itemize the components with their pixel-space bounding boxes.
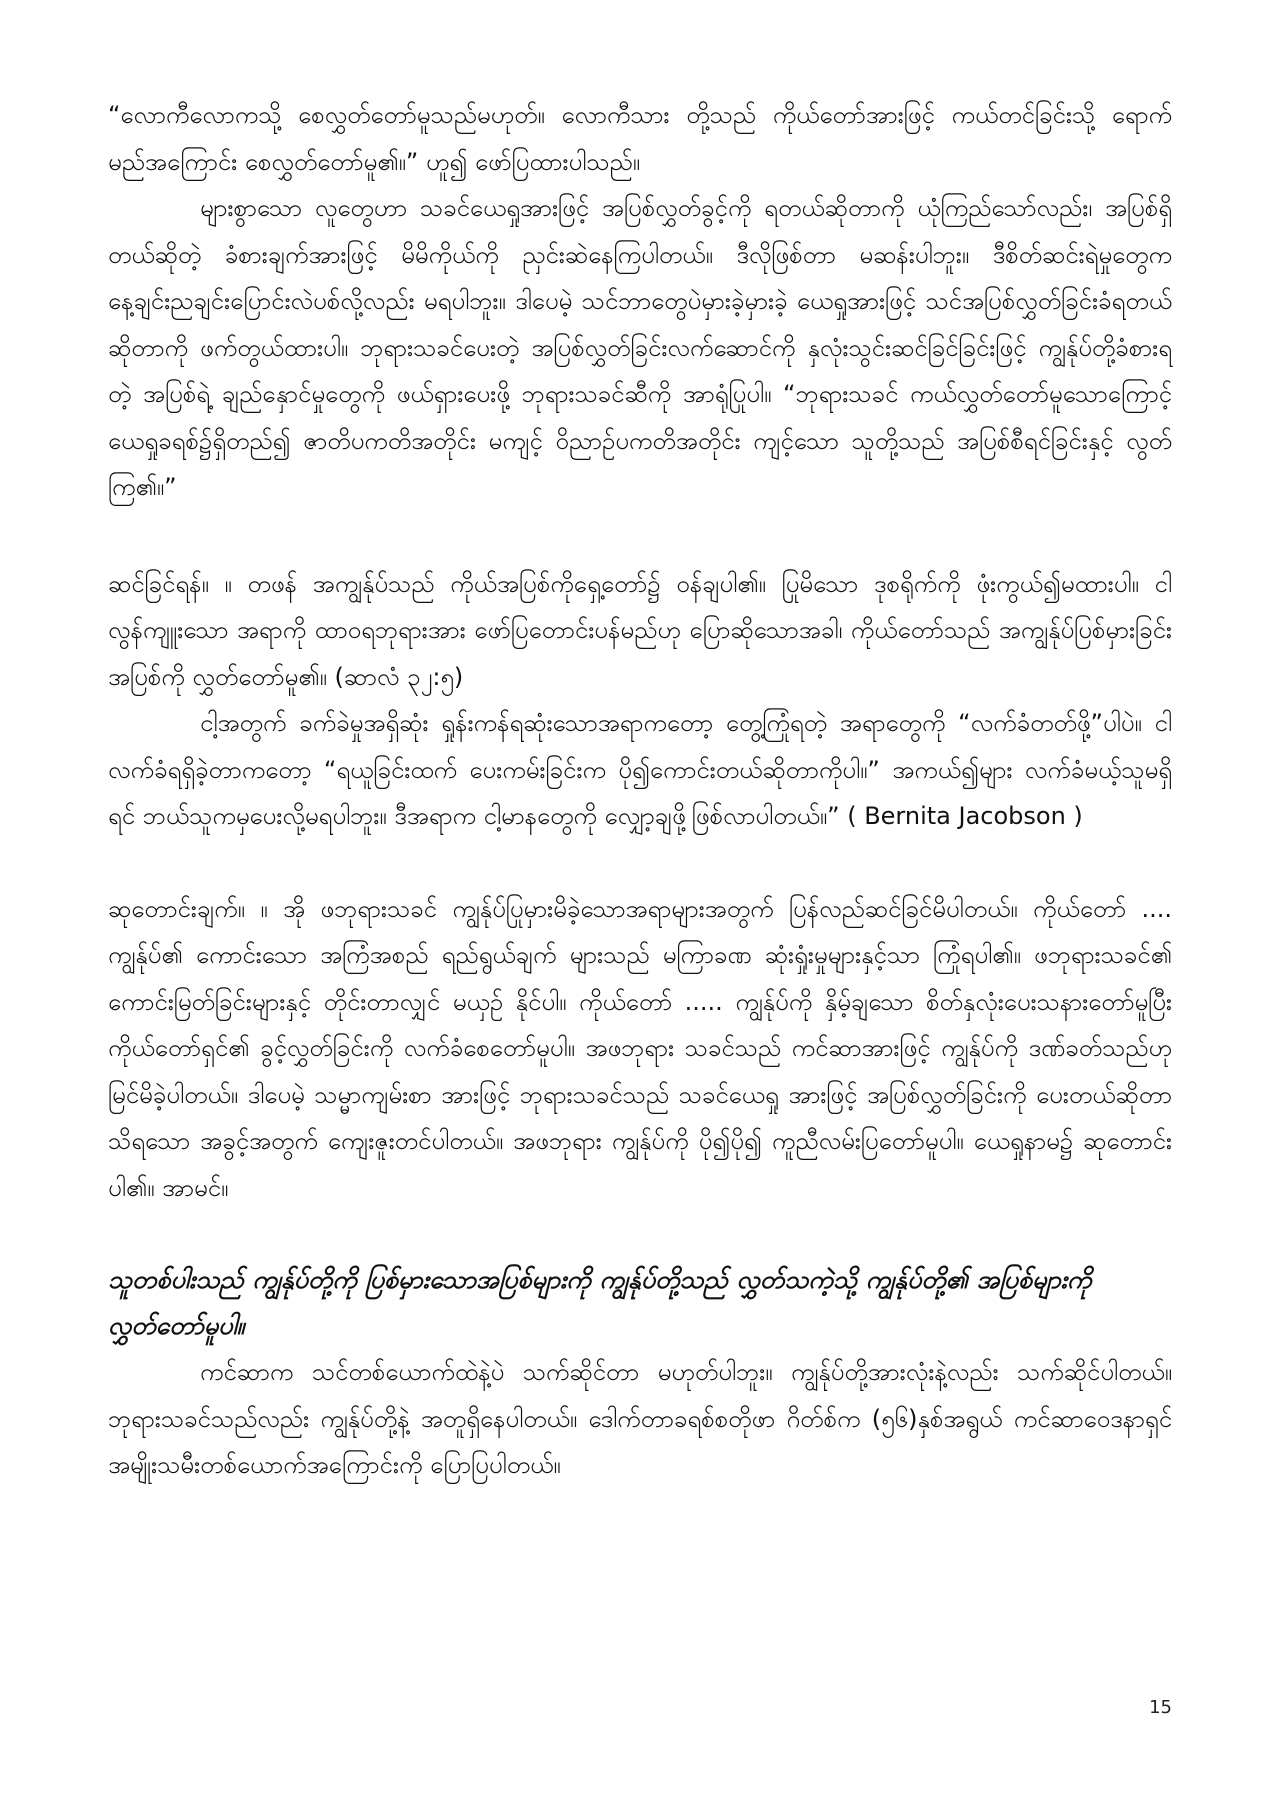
page-number: 15: [1149, 1697, 1172, 1718]
paragraph-forgiveness-reflection: များစွာသော လူတွေဟာ သခင်ယေရှုအားဖြင့် အပြစ်လွှတ်ခွင့်ကို ရတယ်ဆိုတာကို ယုံကြည်သော်လည်း၊ အပြစ်ရှိတယ်ဆိုတဲ့ ခံစားချက်အားဖြင့် မိမိကိုယ်ကို ညှင်းဆဲနေကြပါတယ်။ ဒီလိုဖြစ်တာ မဆန်းပါဘူး။ ဒီစိတ်ဆင်းရဲမှုတွေက နေ့ချင်းညချင်းပြောင်းလဲပစ်လို့လည်း မရပါဘူး။ ဒါပေမဲ့ သင်ဘာတွေပဲမှားခဲ့မှားခဲ့ ယေရှုအားဖြင့် သင်အပြစ်လွှတ်ခြင်းခံရတယ်ဆိုတာကို ဖက်တွယ်ထားပါ။ ဘုရားသခင်ပေးတဲ့ အပြစ်လွှတ်ခြင်းလက်ဆောင်ကို နှလုံးသွင်းဆင်ခြင်ခြင်းဖြင့် ကျွန်ုပ်တို့ခံစားရတဲ့ အပြစ်ရဲ့ ချည်နှောင်မှုတွေကို ဖယ်ရှားပေးဖို့ ဘုရားသခင်ဆီကို အာရုံပြုပါ။ “ဘုရားသခင် ကယ်လွှတ်တော်မူသောကြောင့် ယေရှုခရစ်၌ရှိတည်၍ ဇာတိပကတိအတိုင်း မကျင့် ဝိညာဉ်ပကတိအတိုင်း ကျင့်သော သူတို့သည် အပြစ်စီရင်ခြင်းနှင့် လွတ်ကြ၏။”: [108, 194, 1172, 501]
paragraph-cancer-story: ကင်ဆာက သင်တစ်ယောက်ထဲနဲ့ပဲ သက်ဆိုင်တာ မဟုတ်ပါဘူး။ ကျွန်ုပ်တို့အားလုံးနဲ့လည်း သက်ဆိုင်ပါတယ်။ ဘုရားသခင်သည်လည်း ကျွန်ုပ်တို့နဲ့ အတူရှိနေပါတယ်။ ဒေါက်တာခရစ်စတိုဖာ ဂိတ်စ်က (၅၆)နှစ်အရွယ် ကင်ဆာဝေဒနာရှင် အမျိုးသမီးတစ်ယောက်အကြောင်းကို ပြောပြပါတယ်။: [108, 1358, 1172, 1479]
document-page: [108, 92, 1172, 1489]
section-heading: သူတစ်ပါးသည် ကျွန်ုပ်တို့ကို ပြစ်မှားသောအပြစ်များကို ကျွန်ုပ်တို့သည် လွှတ်သကဲ့သို့ ကျွန်ုပ်တို့၏ အပြစ်များကို လွှတ်တော်မူပါ။: [108, 1265, 1092, 1340]
paragraph-scripture-quote: “လောကီလောကသို့ စေလွှတ်တော်မူသည်မဟုတ်။ လောကီသား တို့သည် ကိုယ်တော်အားဖြင့် ကယ်တင်ခြင်းသို့ ရောက်မည်အကြောင်း စေလွှတ်တော်မူ၏။” ဟူ၍ ဖော်ပြထားပါသည်။: [108, 101, 1172, 176]
paragraph-prayer: ဆုတောင်းချက်။ ။ အို ဖဘုရားသခင် ကျွန်ုပ်ပြုမှားမိခဲ့သောအရာများအတွက် ပြန်လည်ဆင်ခြင်မိပါတယ်။ ကိုယ်တော် .... ကျွန်ုပ်၏ ကောင်းသော အကြံအစည် ရည်ရွယ်ချက် များသည် မကြာခဏ ဆုံးရှုံးမှုများနှင့်သာ ကြုံရပါ၏။ ဖဘုရားသခင်၏ ကောင်းမြတ်ခြင်းများနှင့် တိုင်းတာလျှင် မယှဉ် နိုင်ပါ။ ကိုယ်တော် ..... ကျွန်ုပ်ကို နှိမ့်ချသော စိတ်နှလုံးပေးသနားတော်မူပြီး ကိုယ်တော်ရှင်၏ ခွင့်လွှတ်ခြင်းကို လက်ခံစေတော်မူပါ။ အဖဘုရား သခင်သည် ကင်ဆာအားဖြင့် ကျွန်ုပ်ကို ဒဏ်ခတ်သည်ဟု မြင်မိခဲ့ပါတယ်။ ဒါပေမဲ့ သမ္မာကျမ်းစာ အားဖြင့် ဘုရားသခင်သည် သခင်ယေရှု အားဖြင့် အပြစ်လွှတ်ခြင်းကို ပေးတယ်ဆိုတာသိရသော အခွင့်အတွက် ကျေးဇူးတင်ပါတယ်။ အဖဘုရား ကျွန်ုပ်ကို ပို၍ပို၍ ကူညီလမ်းပြတော်မူပါ။ ယေရှုနာမ၌ ဆုတောင်းပါ၏။ အာမင်။: [108, 894, 1172, 1202]
paragraph-testimony: ငါ့အတွက် ခက်ခဲမှုအရှိဆုံး ရှုန်းကန်ရဆုံးသောအရာကတော့ တွေ့ကြုံရတဲ့ အရာတွေကို “လက်ခံတတ်ဖို့”ပါပဲ။ ငါလက်ခံရရှိခဲ့တာကတော့ “ရယူခြင်းထက် ပေးကမ်းခြင်းက ပို၍ကောင်းတယ်ဆိုတာကိုပါ။” အကယ်၍များ လက်ခံမယ့်သူမရှိရင် ဘယ်သူကမှပေးလို့မရပါဘူး။ ဒီအရာက ငါ့မာနတွေကို လျှော့ချဖို့ဖြစ်လာပါတယ်။” ( Bernita Jacobson ): [108, 709, 1172, 830]
paragraph-meditation: ဆင်ခြင်ရန်။ ။ တဖန် အကျွန်ုပ်သည် ကိုယ်အပြစ်ကိုရှေ့တော်၌ ဝန်ချပါ၏။ ပြုမိသော ဒုစရိုက်ကို ဖုံးကွယ်၍မထားပါ။ ငါလွန်ကျူးသော အရာကို ထာဝရဘုရားအား ဖော်ပြတောင်းပန်မည်ဟု ပြောဆိုသောအခါ၊ ကိုယ်တော်သည် အကျွန်ုပ်ပြစ်မှားခြင်းအပြစ်ကို လွှတ်တော်မူ၏။ (ဆာလံ ၃၂:၅): [108, 569, 1172, 691]
